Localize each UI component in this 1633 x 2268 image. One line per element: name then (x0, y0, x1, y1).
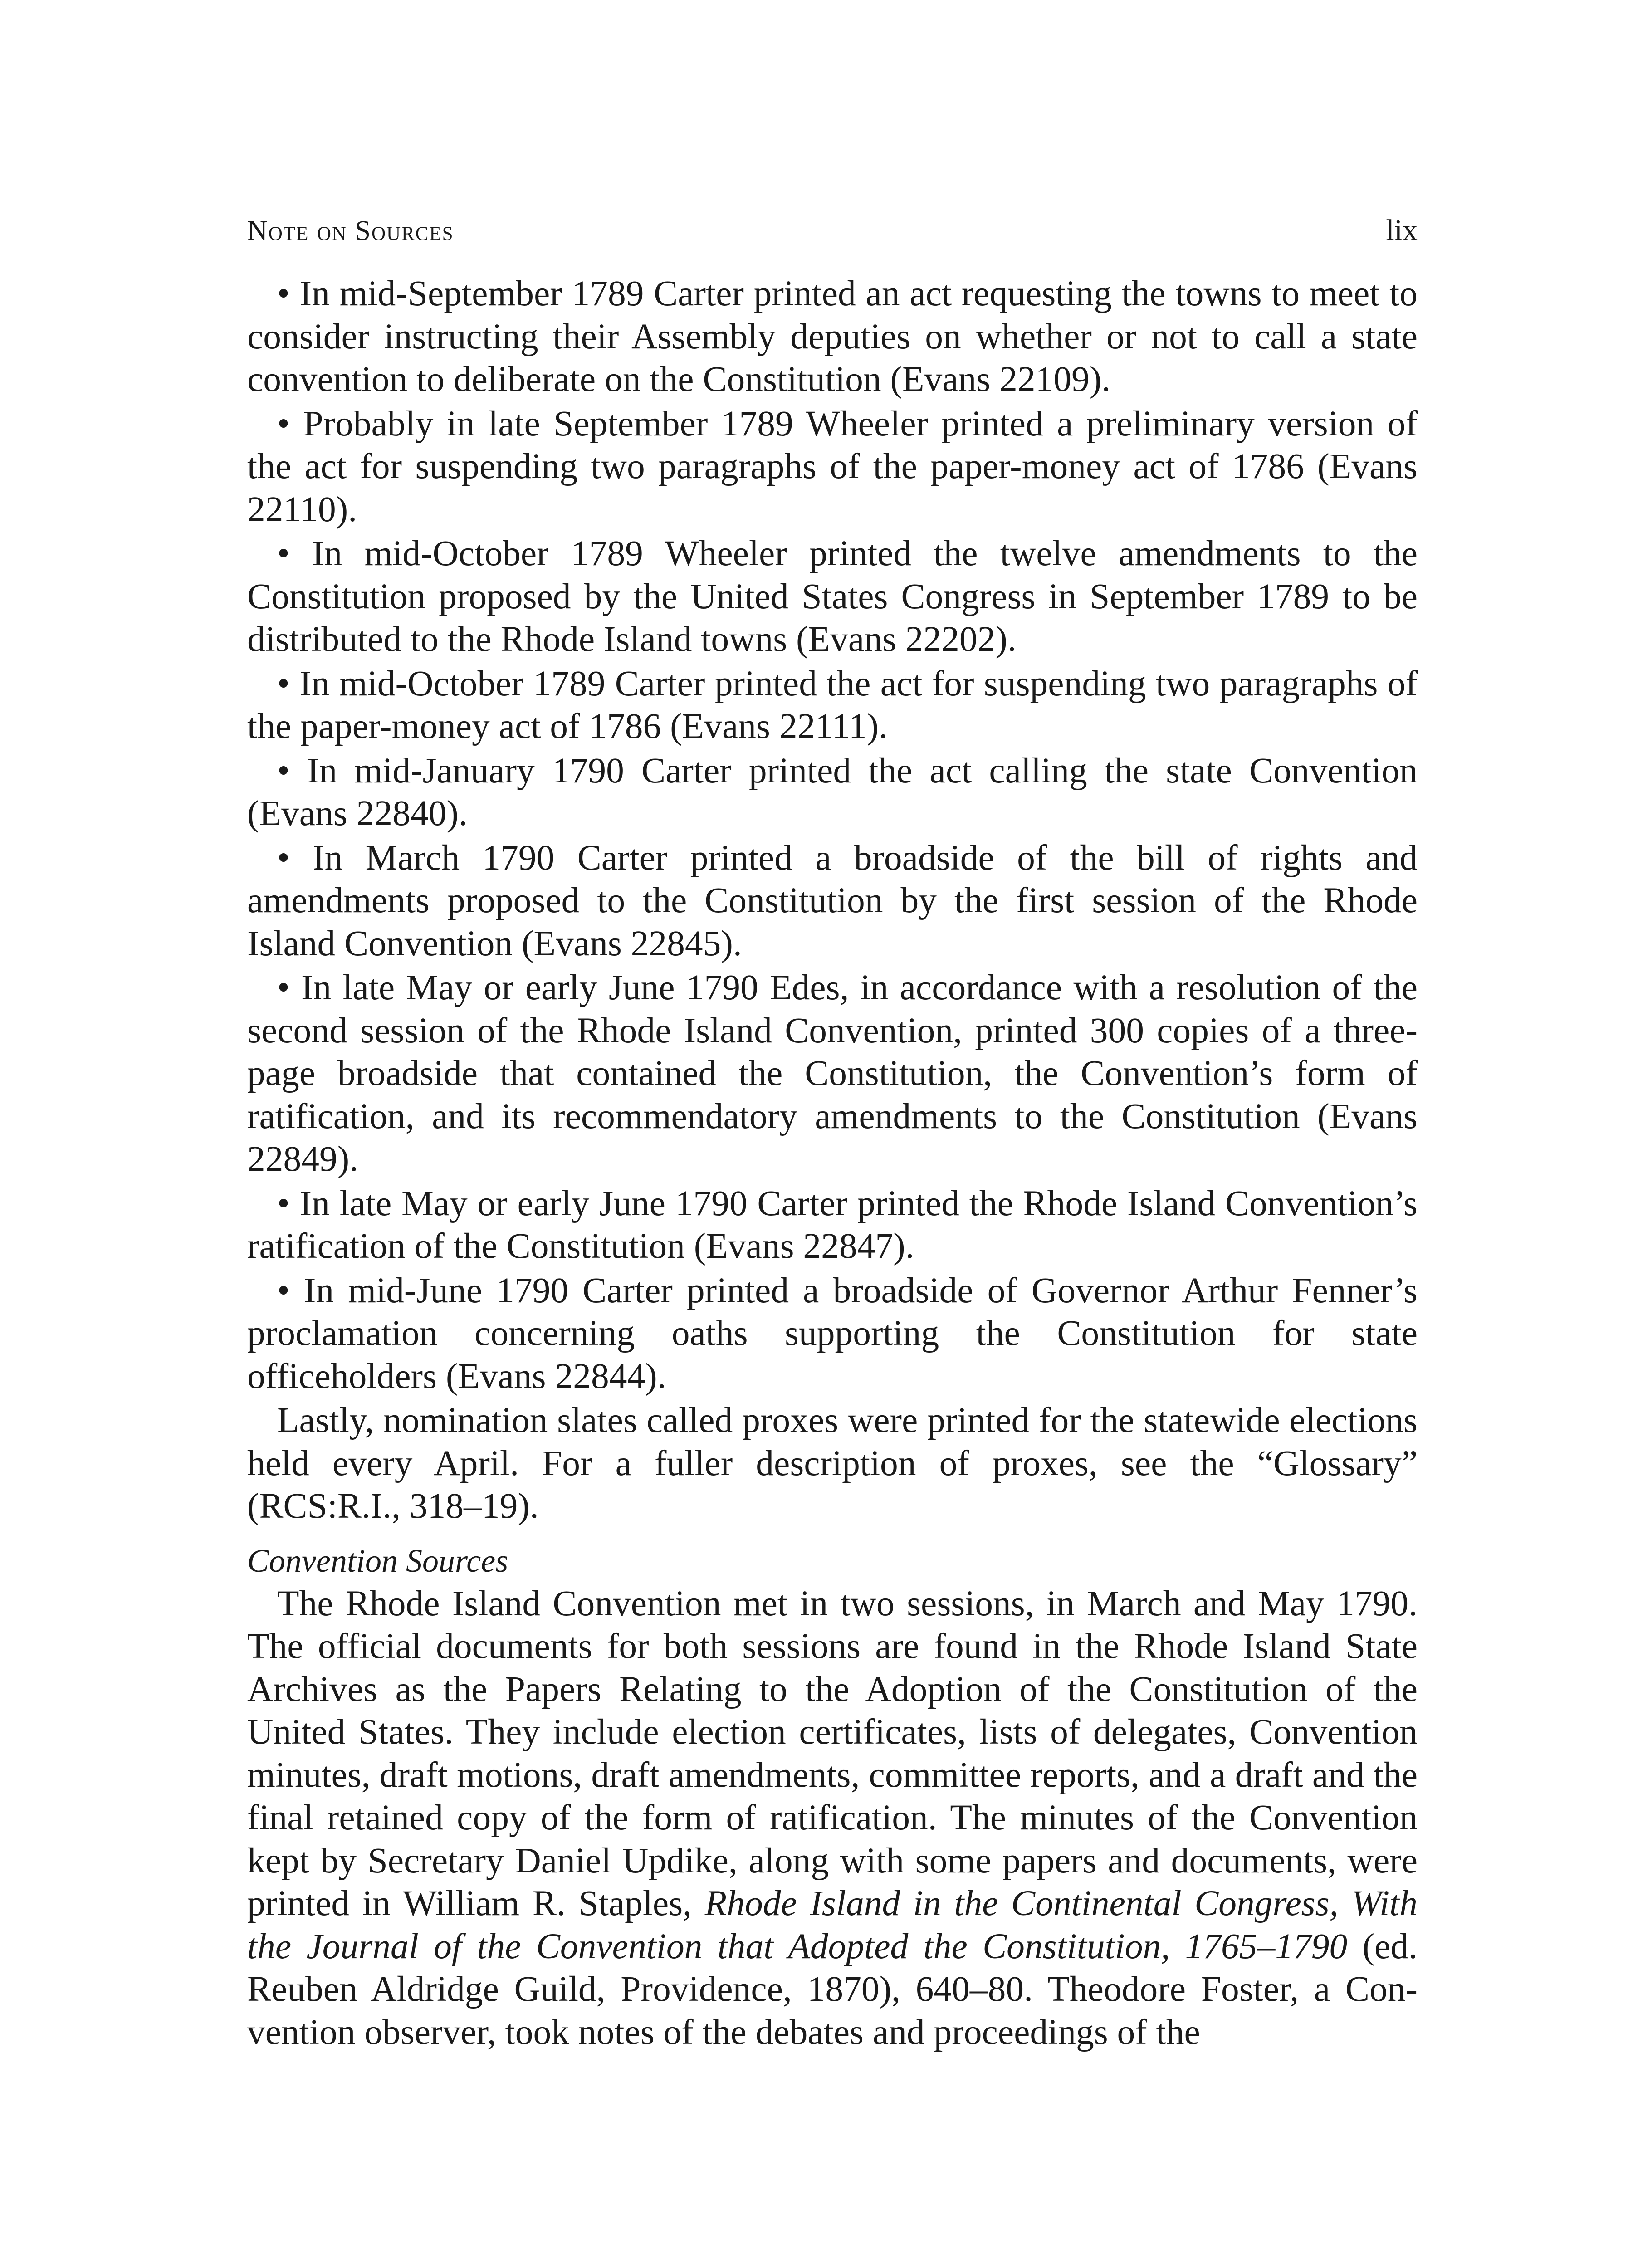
bullet-item: • In late May or early June 1790 Edes, in accordance with a resolution of the second session of the Rhode Island Convention, printed 300 copies of a three-page broadside that contained the Constitution, the Convention’s form of ratification, and its recommendatory amendments to the Constitution (Evans 22849). (247, 966, 1418, 1181)
proxes-paragraph: Lastly, nomination slates called proxes were printed for the statewide elections held every April. For a fuller description of proxes, see the “Glossary” (RCS:R.I., 318–19). (247, 1400, 1418, 1526)
running-head (247, 213, 1418, 272)
convention-paragraph (247, 1582, 1418, 2054)
bullet-item: • In late May or early June 1790 Carter printed the Rhode Island Convention’s ratification of the Constitution (Evans 22847). (247, 1182, 1418, 1268)
convention-text-end: (ed. Reuben Aldridge Guild, Providence, 1870), 640–80. Theodore Foster, a Convention observer, took notes of the debates and proceedings of the (247, 1926, 1418, 2052)
running-head-title: Note on Sources (247, 215, 454, 246)
bullet-item: • Probably in late September 1789 Wheeler printed a preliminary version of the act for suspending two paragraphs of the paper-money act of 1786 (Evans 22110). (247, 402, 1418, 531)
bullet-item: • In mid-January 1790 Carter printed the act calling the state Convention (Evans 22840). (247, 749, 1418, 835)
page-number: lix (1386, 214, 1418, 247)
body-text (247, 272, 1418, 2053)
bullet-item: • In mid-September 1789 Carter printed an act requesting the towns to meet to consider instructing their Assembly deputies on whether or not to call a state convention to deliberate on the Constitution (Evans 22109). (247, 272, 1418, 401)
bullet-item: • In mid-June 1790 Carter printed a broadside of Governor Arthur Fenner’s proclamation concerning oaths supporting the Constitution for state officeholders (Evans 22844). (247, 1269, 1418, 1398)
convention-text-start: The Rhode Island Convention met in two sessions, in March and May 1790. The official documents for both sessions are found in the Rhode Island State Archives as the Papers Relating to the Adoption of the Constitution of the United States. They include election certificates, lists of delegates, Convention minutes, draft motions, draft amendments, committee reports, and a draft and the final retained copy of the form of ratification. The minutes of the Convention kept by Secretary Daniel Updike, along with some papers and documents, were printed in William R. Staples, (247, 1583, 1418, 1923)
bullet-item: • In mid-October 1789 Carter printed the act for suspending two paragraphs of the paper-money act of 1786 (Evans 22111). (247, 662, 1418, 748)
section-heading: Convention Sources (247, 1542, 508, 1579)
book-title: Rhode Island in the Continental Congress, With the Journal of the Convention that Adopted the Constitution, 1765–1790 (247, 1883, 1418, 1966)
document-page (247, 213, 1418, 2055)
bullet-item: • In March 1790 Carter printed a broadside of the bill of rights and amendments proposed to the Constitution by the first session of the Rhode Island Convention (Evans 22845). (247, 836, 1418, 965)
bullet-item: • In mid-October 1789 Wheeler printed the twelve amendments to the Constitution proposed by the United States Congress in September 1789 to be distributed to the Rhode Island towns (Evans 22202). (247, 532, 1418, 661)
